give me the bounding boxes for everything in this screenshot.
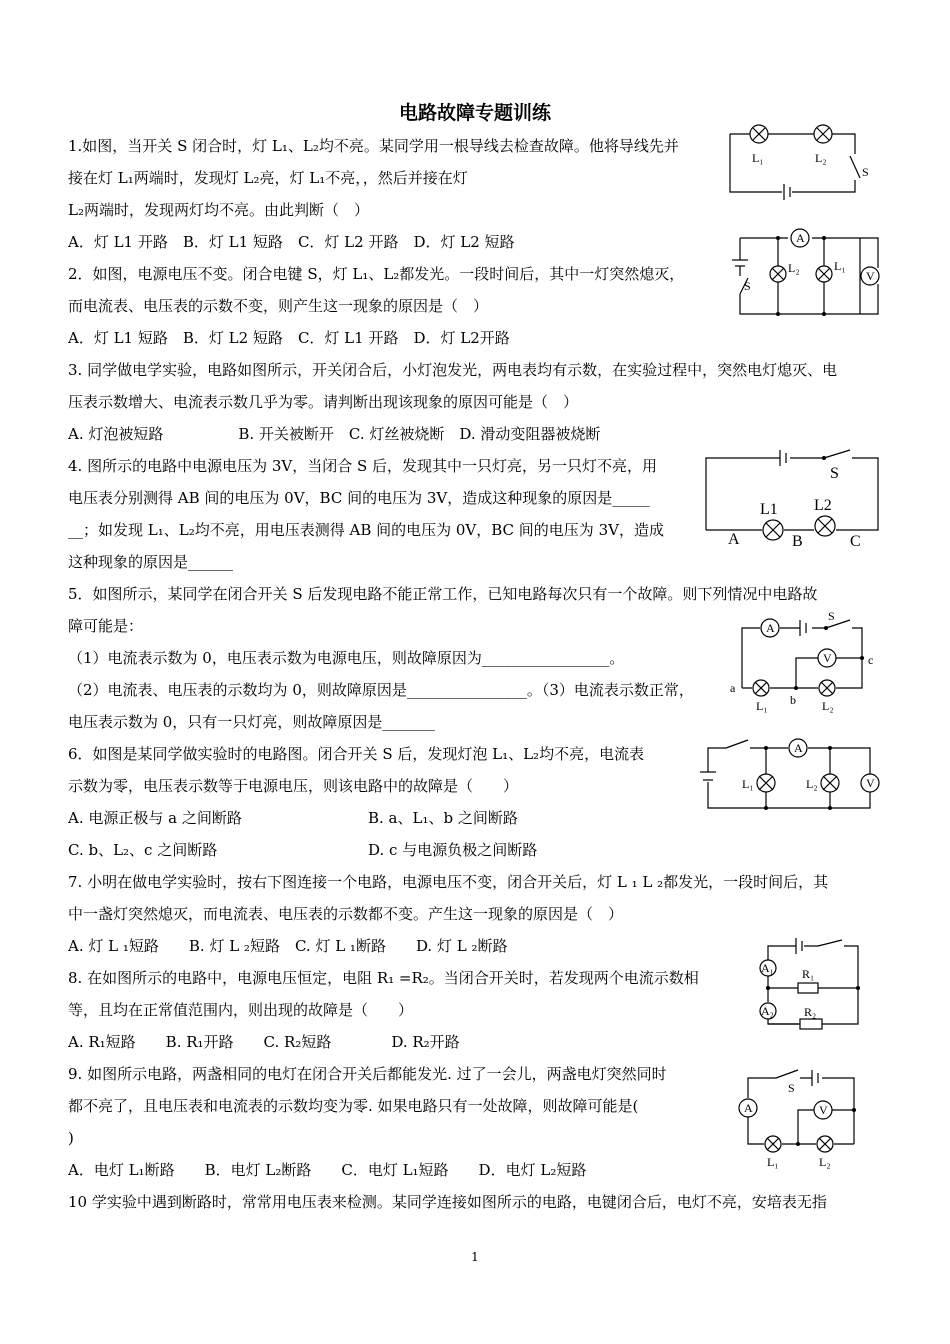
text-line: （1）电流表示数为 0，电压表示数为电源电压，则故障原因为_________________。: [68, 649, 625, 667]
svg-text:V: V: [866, 776, 875, 790]
svg-text:B: B: [792, 533, 803, 550]
text-line: 7. 小明在做电学实验时，按右下图连接一个电路，电源电压不变，闭合开关后，灯 L ₁ L ₂都发光，一段时间后，其: [68, 873, 829, 891]
circuit-diagram-9: [736, 1058, 866, 1170]
svg-text:R₂: R₂: [804, 1005, 817, 1019]
text-line: 等，且均在正常值范围内，则出现的故障是（ ）: [68, 1001, 414, 1019]
svg-text:C: C: [850, 533, 861, 550]
text-line: 6．如图是某同学做实验时的电路图。闭合开关 S 后，发现灯泡 L₁、L₂均不亮，电流表: [68, 745, 645, 763]
text-line: ): [68, 1129, 74, 1147]
svg-text:A: A: [728, 531, 740, 548]
circuit-diagram-1: [722, 124, 882, 200]
answer-option: A. 电源正极与 a 之间断路: [68, 809, 242, 827]
svg-text:L1: L1: [760, 501, 778, 518]
answer-option: D. c 与电源负极之间断路: [368, 841, 538, 859]
answer-options: A. 灯 L ₁短路 B. 灯 L ₂短路 C. 灯 L ₁断路 D. 灯 L ₂断路: [68, 937, 508, 955]
svg-text:b: b: [790, 693, 796, 707]
text-line: 8. 在如图所示的电路中，电源电压恒定，电阻 R₁ =R₂。当闭合开关时，若发现两个电流示数相: [68, 969, 699, 987]
svg-text:L₂: L₂: [819, 1155, 831, 1169]
text-line: 10 学实验中遇到断路时，常常用电压表来检测。某同学连接如图所示的电路，电键闭合后，电灯不亮，安培表无指: [68, 1193, 827, 1211]
svg-text:L₂: L₂: [815, 151, 827, 165]
svg-text:S: S: [828, 610, 835, 623]
svg-text:A: A: [796, 231, 805, 245]
text-line: 电压表示数为 0，只有一只灯亮，则故障原因是_______: [68, 713, 435, 731]
text-line: 压表示数增大、电流表示数几乎为零。请判断出现该现象的原因可能是（ ）: [68, 393, 579, 411]
page-title: 电路故障专题训练: [398, 102, 551, 124]
answer-options: A. R₁短路 B. R₁开路 C. R₂短路 D. R₂开路: [68, 1033, 460, 1051]
svg-text:L₁: L₁: [742, 777, 754, 791]
svg-text:A: A: [794, 741, 803, 755]
text-line: 9. 如图所示电路，两盏相同的电灯在闭合开关后都能发光. 过了一会儿，两盏电灯突然同时: [68, 1065, 667, 1083]
answer-option: C. b、L₂、c 之间断路: [68, 841, 218, 859]
answer-option: B. a、L₁、b 之间断路: [368, 809, 518, 827]
text-line: 都不亮了，且电压表和电流表的示数均变为零. 如果电路只有一处故障，则故障可能是(: [68, 1097, 639, 1115]
text-line: 3. 同学做电学实验，电路如图所示，开关闭合后，小灯泡发光，两电表均有示数，在实验过程中，突然电灯熄灭、电: [68, 361, 838, 379]
circuit-diagram-2: [720, 224, 890, 324]
text-line: 1.如图，当开关 S 闭合时，灯 L₁、L₂均不亮。某同学用一根导线去检查故障。他将导线先并: [68, 137, 679, 155]
text-line: 4. 图所示的电路中电源电压为 3V，当闭合 S 后，发现其中一只灯亮，另一只灯不亮，用: [68, 457, 658, 475]
text-line: 电压表分别测得 AB 间的电压为 0V，BC 间的电压为 3V，造成这种现象的原因是_____: [68, 489, 650, 507]
svg-text:S: S: [744, 279, 751, 293]
svg-text:L₁: L₁: [767, 1155, 779, 1169]
circuit-diagram-8: [752, 936, 862, 1030]
text-line: 中一盏灯突然熄灭，而电流表、电压表的示数都不变。产生这一现象的原因是（ ）: [68, 905, 624, 923]
svg-text:A₂: A₂: [761, 1004, 774, 1018]
text-line: 5．如图所示，某同学在闭合开关 S 后发现电路不能正常工作，已知电路每次只有一个故障。则下列情况中电路故: [68, 585, 818, 603]
svg-text:L₁: L₁: [752, 151, 764, 165]
svg-text:R₁: R₁: [802, 967, 815, 981]
text-line: 障可能是：: [68, 617, 144, 635]
text-line: 示数为零，电压表示数等于电源电压，则该电路中的故障是（ ）: [68, 777, 519, 795]
svg-text:V: V: [823, 651, 832, 665]
page-number: 1: [471, 1250, 479, 1264]
svg-text:L₂: L₂: [788, 261, 800, 275]
answer-options: A. 灯泡被短路 B. 开关被断开 C. 灯丝被烧断 D. 滑动变阻器被烧断: [68, 425, 601, 443]
svg-text:S: S: [830, 465, 839, 482]
svg-text:V: V: [819, 1103, 828, 1117]
answer-options: A．灯 L1 开路 B．灯 L1 短路 C．灯 L2 开路 D．灯 L2 短路: [68, 233, 515, 251]
text-line: 而电流表、电压表的示数不变，则产生这一现象的原因是（ ）: [68, 297, 489, 315]
svg-text:a: a: [730, 681, 736, 695]
answer-options: A．电灯 L₁断路 B．电灯 L₂断路 C．电灯 L₁短路 D．电灯 L₂短路: [68, 1161, 587, 1179]
svg-text:L2: L2: [814, 497, 832, 514]
svg-text:A: A: [766, 621, 775, 635]
text-line: 这种现象的原因是______: [68, 553, 234, 571]
svg-text:L₂: L₂: [822, 699, 834, 713]
svg-text:c: c: [868, 653, 874, 667]
circuit-diagram-6: [700, 736, 885, 814]
svg-text:S: S: [788, 1081, 795, 1095]
svg-text:S: S: [862, 165, 869, 179]
answer-options: A．灯 L1 短路 B．灯 L2 短路 C．灯 L1 开路 D．灯 L2开路: [68, 329, 510, 347]
svg-text:L₂: L₂: [806, 777, 818, 791]
svg-text:A: A: [744, 1101, 753, 1115]
svg-text:V: V: [866, 269, 875, 283]
text-line: __；如发现 L₁、L₂均不亮，用电压表测得 AB 间的电压为 0V，BC 间的电压为 3V，造成: [68, 521, 664, 539]
circuit-diagram-4: [700, 446, 885, 554]
text-line: 接在灯 L₁两端时，发现灯 L₂亮，灯 L₁不亮，，然后并接在灯: [68, 169, 468, 187]
svg-text:A₁: A₁: [761, 961, 774, 975]
svg-text:L₁: L₁: [756, 699, 768, 713]
text-line: （2）电流表、电压表的示数均为 0，则故障原因是________________。（3）电流表示数正常，: [68, 681, 694, 699]
text-line: 2．如图，电源电压不变。闭合电键 S，灯 L₁、L₂都发光。一段时间后，其中一灯突然熄灭，: [68, 265, 685, 283]
text-line: L₂两端时，发现两灯均不亮。由此判断（ ）: [68, 201, 369, 219]
svg-text:L₁: L₁: [834, 259, 846, 273]
circuit-diagram-5: [728, 610, 878, 716]
